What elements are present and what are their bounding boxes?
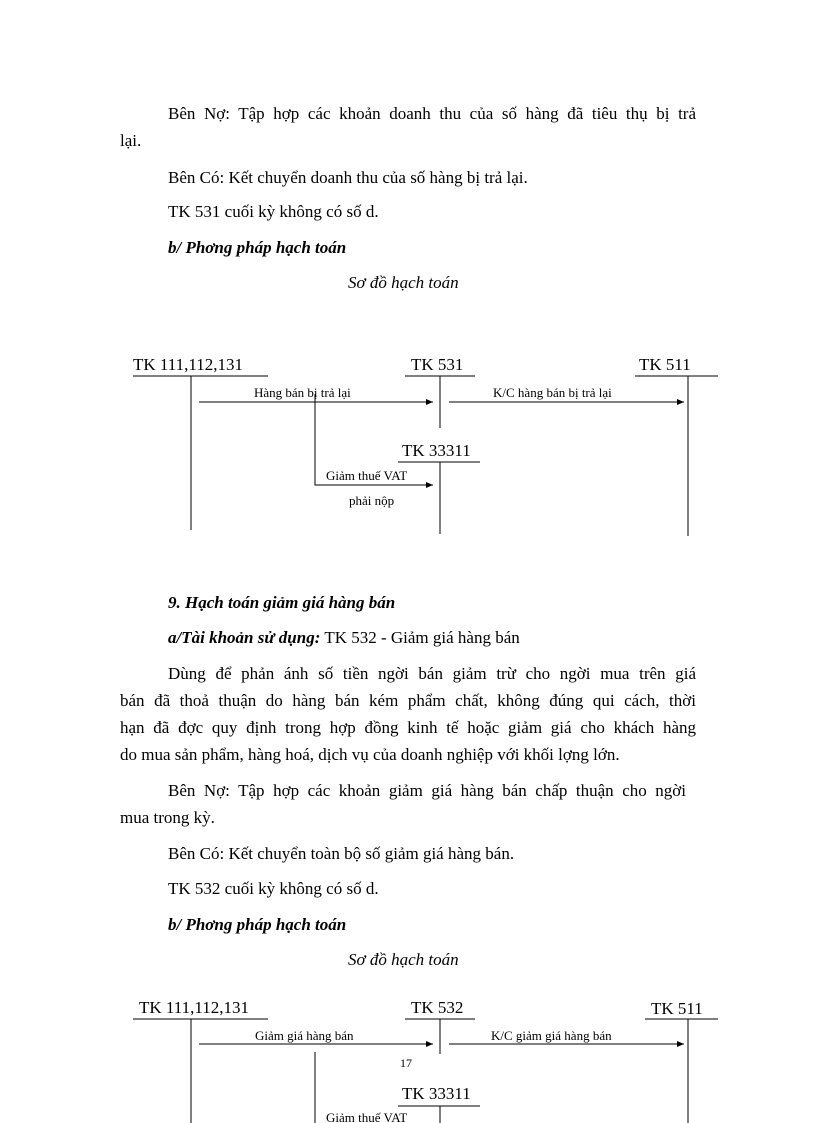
mid-account-label: TK 531 (411, 355, 464, 374)
tax-label-line1: Giảm thuế VAT (326, 468, 408, 483)
accounting-diagram-1 (0, 350, 816, 540)
method-heading-2: b/ Phơng pháp hạch toán (168, 915, 347, 934)
para-line-4: do mua sản phẩm, hàng hoá, dịch vụ của doanh nghiệp với khối lợng lớn. (120, 745, 620, 764)
section9-subheading (168, 625, 520, 651)
arrow2-label-2: K/C giảm giá hàng bán (491, 1028, 612, 1043)
ben-co-text-532: Bên Có: Kết chuyển toàn bộ số giảm giá hàng bán. (168, 844, 515, 863)
ben-no-text-532: Bên Nợ: Tập hợp các khoản giảm giá hàng bán chấp thuận cho ngời (168, 781, 686, 800)
ben-no-text-532-cont: mua trong kỳ. (120, 808, 215, 827)
right-account-label-2: TK 511 (651, 999, 703, 1018)
left-account-label-2: TK 111,112,131 (139, 998, 250, 1017)
ben-co-text-531: Bên Có: Kết chuyển doanh thu của số hàng bị trả lại. (168, 168, 528, 187)
diagram-title-1: Sơ đồ hạch toán (348, 273, 459, 292)
arrow1-label-2: Giảm giá hàng bán (255, 1028, 354, 1043)
tk532-note: TK 532 cuối kỳ không có số d. (168, 879, 379, 898)
para-line-1: Dùng để phản ánh số tiền ngời bán giảm trừ cho ngời mua trên giá (168, 664, 696, 683)
tax-account-label: TK 33311 (402, 441, 471, 460)
subheading-value: TK 532 - Giảm giá hàng bán (320, 628, 520, 647)
method-heading-1: b/ Phơng pháp hạch toán (168, 238, 347, 257)
mid-account-label-2: TK 532 (411, 998, 464, 1017)
section9-heading: 9. Hạch toán giảm giá hàng bán (168, 593, 396, 612)
para-line-3: hạn đã đợc quy định trong hợp đồng kinh tế hoặc giảm giá cho khách hàng (120, 718, 696, 737)
tk531-note: TK 531 cuối kỳ không có số d. (168, 202, 379, 221)
left-account-label: TK 111,112,131 (133, 355, 244, 374)
tax-label-line2: phải nộp (349, 493, 395, 508)
ben-no-text-531-cont: lại. (120, 131, 142, 150)
arrow1-label: Hàng bán bị trả lại (254, 385, 351, 400)
page-number: 17 (400, 1056, 412, 1070)
subheading-label: a/Tài khoản sử dụng: (168, 628, 321, 647)
para-line-2: bán đã thoả thuận do hàng bán kém phẩm chất, không đúng qui cách, thời (120, 691, 696, 710)
tax-label-line1-2: Giảm thuế VAT (326, 1110, 408, 1123)
right-account-label: TK 511 (639, 355, 691, 374)
arrow2-label: K/C hàng bán bị trả lại (493, 385, 612, 400)
diagram-title-2: Sơ đồ hạch toán (348, 950, 459, 969)
tax-account-label-2: TK 33311 (402, 1084, 471, 1103)
ben-no-text-531: Bên Nợ: Tập hợp các khoản doanh thu của số hàng đã tiêu thụ bị trả (168, 104, 696, 123)
